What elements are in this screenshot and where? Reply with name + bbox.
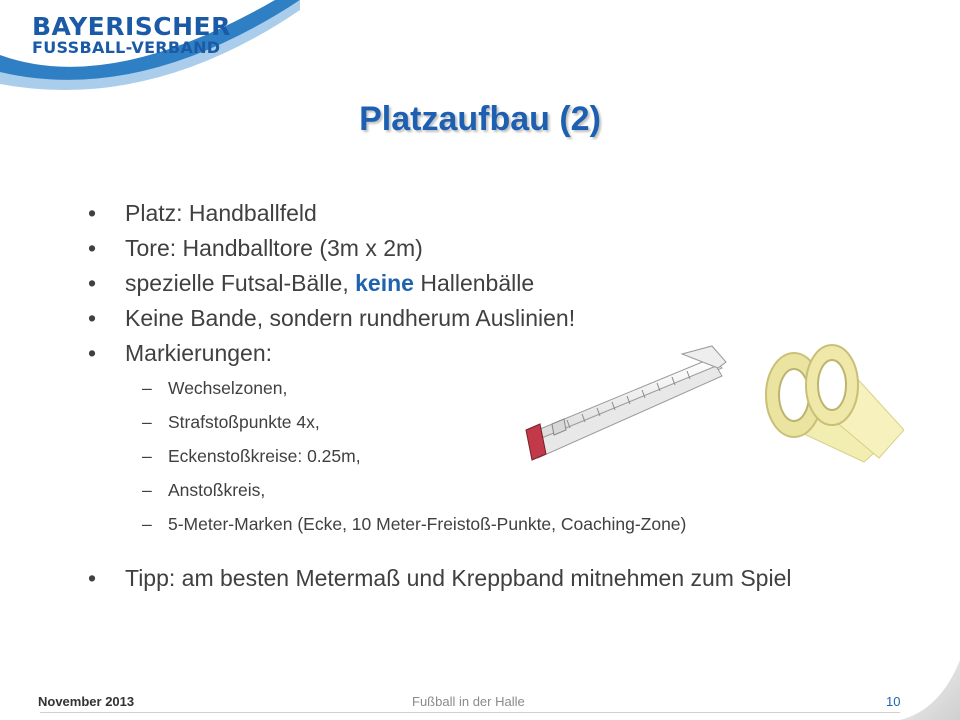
dash-glyph: – xyxy=(142,480,152,500)
bullet-item xyxy=(88,561,928,596)
footer-date: November 2013 xyxy=(38,694,135,709)
bullet-item xyxy=(88,301,928,336)
sub-bullet-text: Eckenstoßkreise: 0.25m, xyxy=(168,446,361,466)
bullet-highlight: keine xyxy=(355,270,414,296)
bullet-item xyxy=(88,266,928,301)
bullet-glyph: • xyxy=(88,565,97,591)
logo-title: BAYERISCHER xyxy=(32,12,231,41)
bullet-glyph: • xyxy=(88,305,97,331)
sub-bullet-item xyxy=(88,473,928,507)
sub-bullet-text: 5-Meter-Marken (Ecke, 10 Meter-Freistoß-Punkte, Coaching-Zone) xyxy=(168,514,687,534)
masking-tape-image xyxy=(754,340,904,470)
sub-bullet-text: Anstoßkreis, xyxy=(168,480,266,500)
bullet-glyph: • xyxy=(88,200,97,226)
footer-title: Fußball in der Halle xyxy=(412,694,525,709)
bullet-text: Keine Bande, sondern rundherum Auslinien! xyxy=(125,305,576,331)
sub-bullet-text: Wechselzonen, xyxy=(168,378,288,398)
bullet-item xyxy=(88,231,928,266)
dash-glyph: – xyxy=(142,514,152,534)
bullet-glyph: • xyxy=(88,340,97,366)
logo-subtitle: FUSSBALL-VERBAND xyxy=(32,38,221,57)
folding-ruler-image xyxy=(522,338,732,468)
bullet-glyph: • xyxy=(88,270,97,296)
bullet-item xyxy=(88,196,928,231)
bullet-text-pre: spezielle Futsal-Bälle, xyxy=(125,270,356,296)
bullet-text: Tore: Handballtore (3m x 2m) xyxy=(125,235,423,261)
sub-bullet-item xyxy=(88,507,928,541)
dash-glyph: – xyxy=(142,378,152,398)
footer-divider xyxy=(40,712,900,713)
page-number: 10 xyxy=(886,694,901,709)
bullet-text: Platz: Handballfeld xyxy=(125,200,317,226)
dash-glyph: – xyxy=(142,412,152,432)
dash-glyph: – xyxy=(142,446,152,466)
bullet-text: Markierungen: xyxy=(125,340,273,366)
bullet-glyph: • xyxy=(88,235,97,261)
slide-title: Platzaufbau (2) xyxy=(359,100,601,138)
bullet-text: Tipp: am besten Metermaß und Kreppband mitnehmen zum Spiel xyxy=(125,565,792,591)
sub-bullet-text: Strafstoßpunkte 4x, xyxy=(168,412,320,432)
corner-decoration xyxy=(900,660,960,720)
bullet-text-post: Hallenbälle xyxy=(413,270,535,296)
spacer xyxy=(88,541,928,561)
